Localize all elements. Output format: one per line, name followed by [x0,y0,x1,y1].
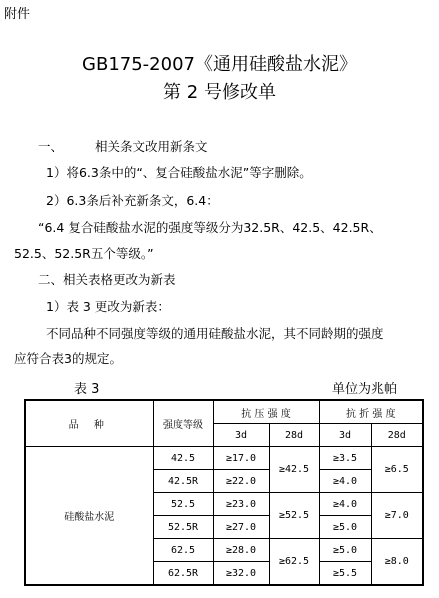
flex-3d-cell: ≥5.0 [319,539,371,562]
flex-3d-cell: ≥4.0 [319,493,371,516]
grade-cell: 52.5R [153,516,213,539]
comp-3d-cell: ≥22.0 [213,470,269,493]
header-variety [25,400,153,447]
section-1-number: 一、 [38,139,64,154]
document-title: GB175-2007《通用硅酸盐水泥》 [82,54,357,75]
item-3: 1）表 3 更改为新表： [46,299,170,314]
header-compressive: 抗 压 强 度 [213,400,319,424]
paragraph-line-1: 不同品种不同强度等级的通用硅酸盐水泥，其不同龄期的强度 [46,326,384,341]
flex-3d-cell: ≥4.0 [319,470,371,493]
flex-3d-cell: ≥5.5 [319,562,371,586]
comp-3d-cell: ≥23.0 [213,493,269,516]
comp-28d-cell: ≥42.5 [269,447,319,493]
header-flex-28d: 28d [371,424,423,447]
grade-cell: 42.5R [153,470,213,493]
table-row [25,447,423,470]
paragraph-line-2: 应符合表3的规定。 [14,351,122,366]
unit-label: 单位为兆帕 [332,382,398,397]
comp-3d-cell: ≥27.0 [213,516,269,539]
flex-28d-cell: ≥8.0 [371,539,423,586]
document-subtitle: 第 2 号修改单 [163,82,276,103]
attachment-label: 附件 [4,7,31,22]
flex-3d-cell: ≥3.5 [319,447,371,470]
comp-3d-cell: ≥32.0 [213,562,269,586]
quote-line-1: “6.4 复合硅酸盐水泥的强度等级分为32.5R、42.5、42.5R、 [38,220,382,235]
section-2-heading: 二、相关表格更改为新表 [38,272,176,287]
grade-cell: 52.5 [153,493,213,516]
header-variety-text: 品 种 [68,420,110,431]
item-1: 1）将6.3条中的“、复合硅酸盐水泥”等字删除。 [46,165,312,180]
comp-3d-cell: ≥17.0 [213,447,269,470]
comp-3d-cell: ≥28.0 [213,539,269,562]
header-flexural: 抗 折 强 度 [319,400,423,424]
grade-cell: 62.5R [153,562,213,586]
grade-cell: 42.5 [153,447,213,470]
flex-28d-cell: ≥7.0 [371,493,423,539]
strength-table [24,399,424,586]
header-comp-28d: 28d [269,424,319,447]
flex-3d-cell: ≥5.0 [319,516,371,539]
header-grade: 强度等级 [153,400,213,447]
header-comp-3d: 3d [213,424,269,447]
table-caption: 表 3 [74,382,100,397]
header-flex-3d: 3d [319,424,371,447]
item-2: 2）6.3条后补充新条文，6.4： [46,193,219,208]
table-header-row [25,400,423,424]
variety-cell: 硅酸盐水泥 [25,447,153,586]
flex-28d-cell: ≥6.5 [371,447,423,493]
quote-line-2: 52.5、52.5R五个等级。” [14,246,154,261]
grade-cell: 62.5 [153,539,213,562]
section-1-title: 相关条文改用新条文 [95,139,208,154]
comp-28d-cell: ≥52.5 [269,493,319,539]
section-1-heading [38,137,208,155]
comp-28d-cell: ≥62.5 [269,539,319,586]
